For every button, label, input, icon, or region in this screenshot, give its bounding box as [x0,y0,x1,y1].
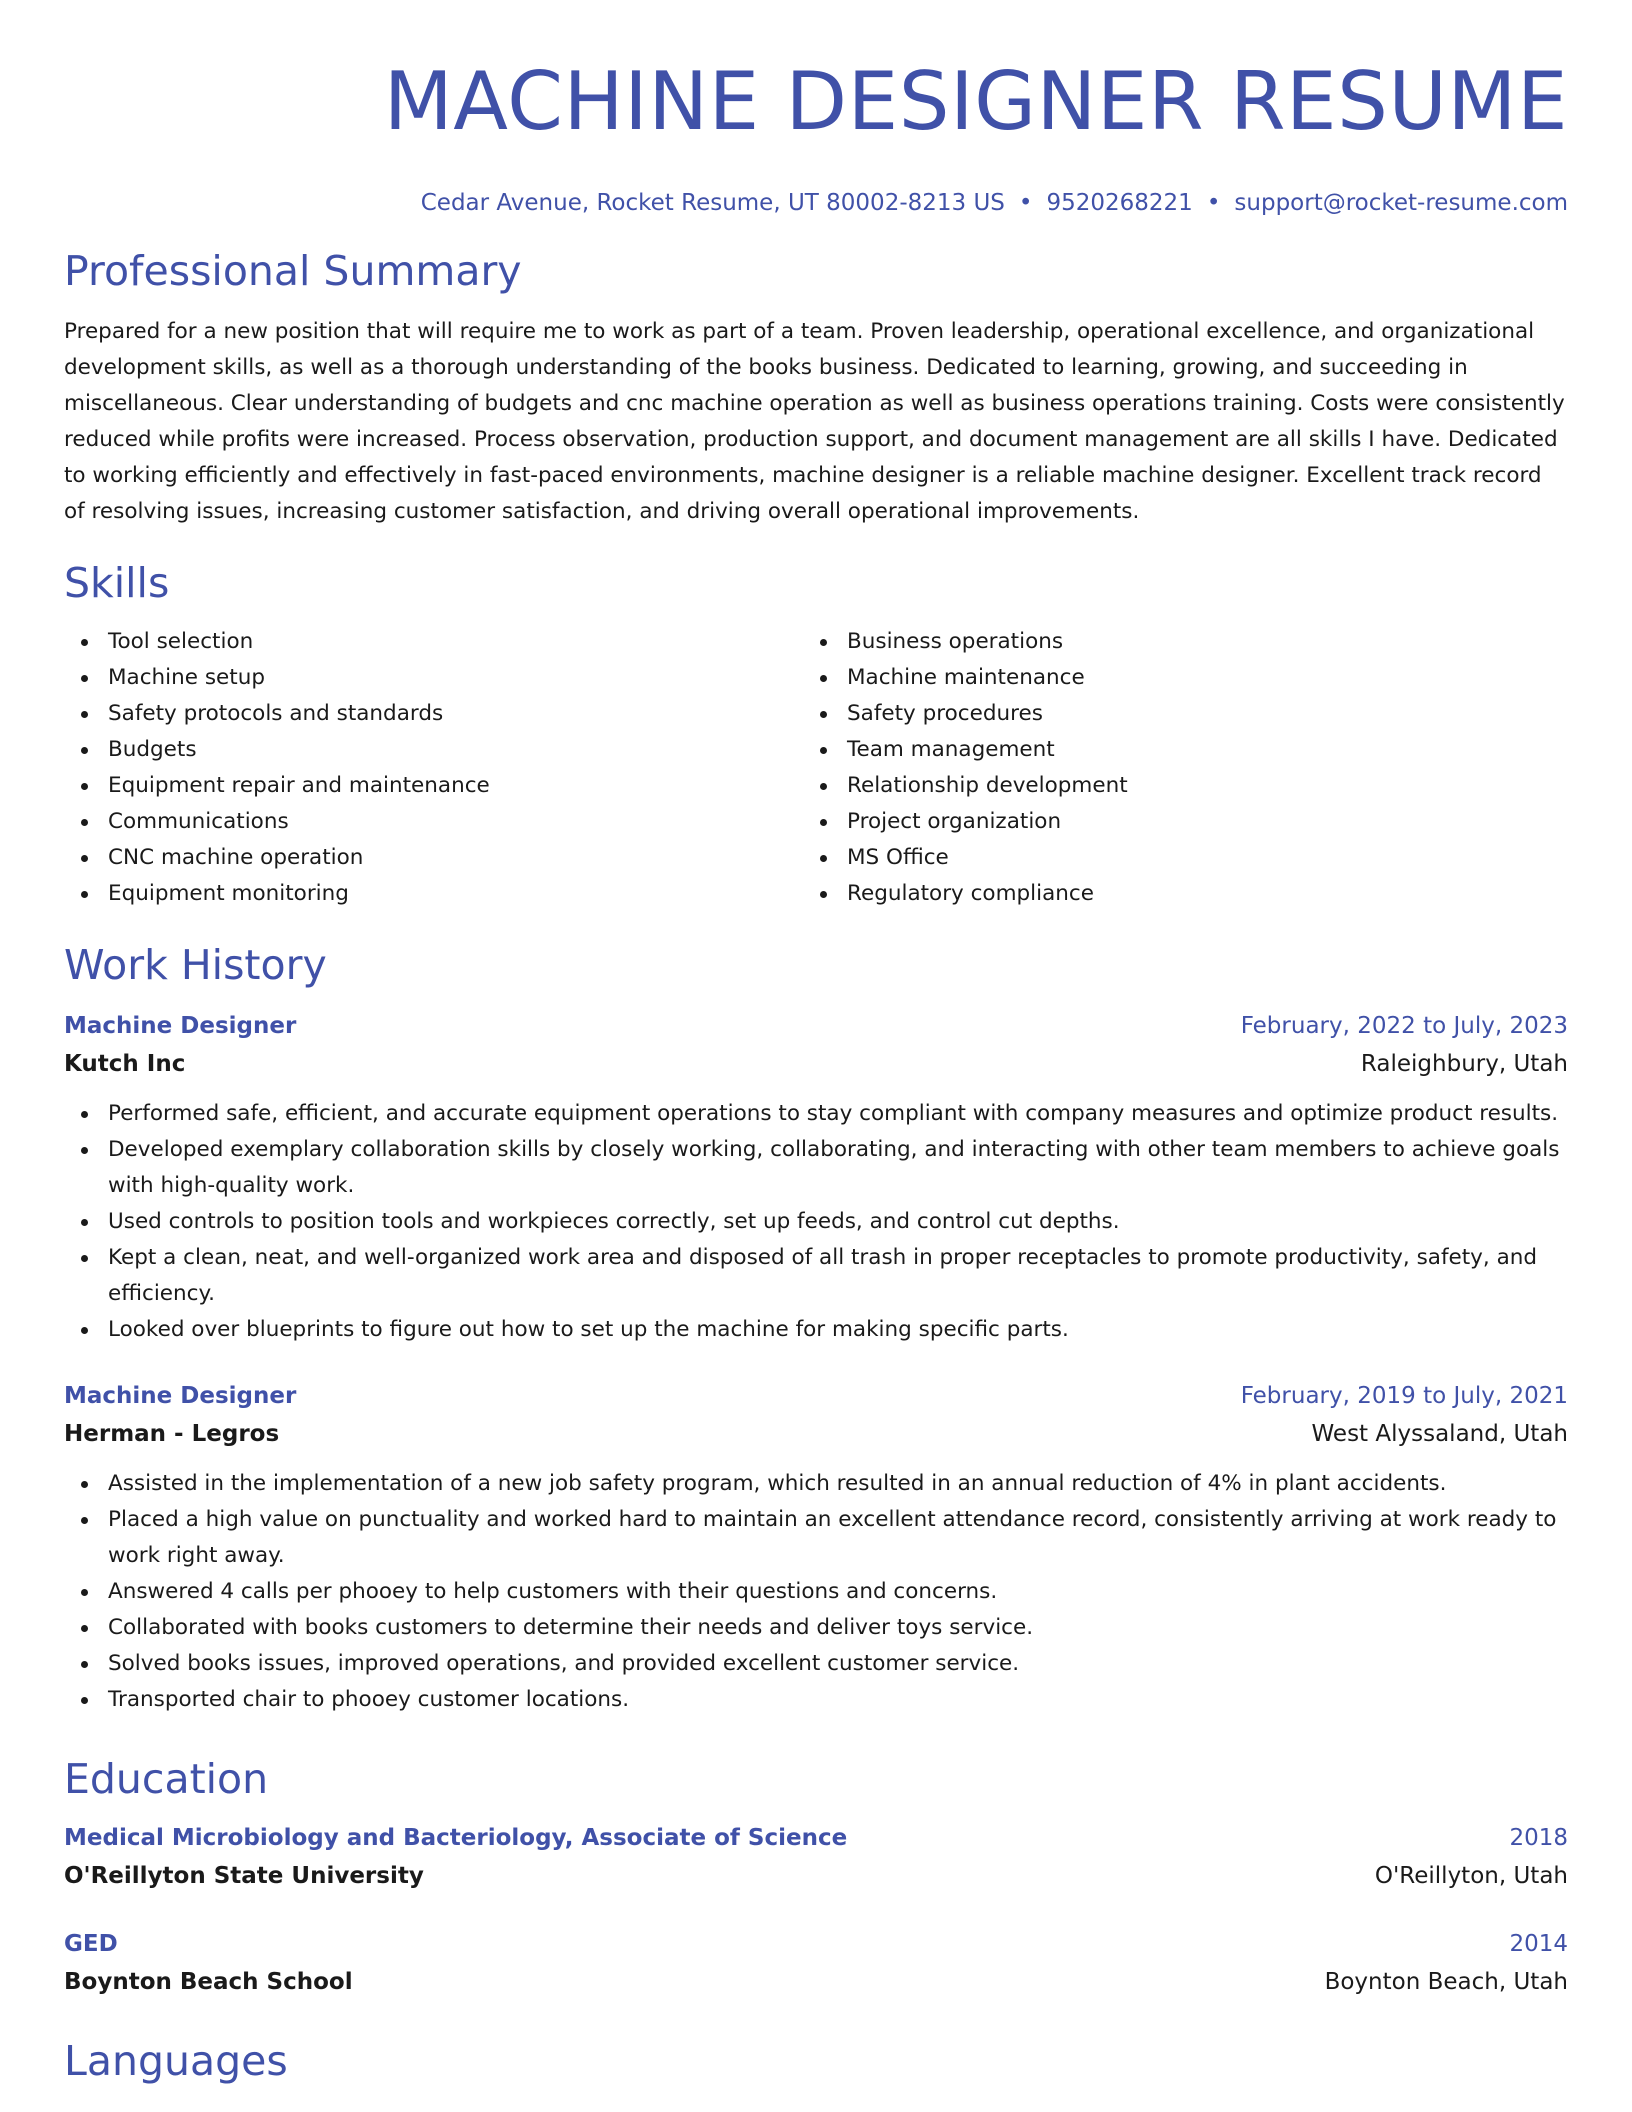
job-subheader [64,1414,1568,1454]
job-company: Kutch Inc [64,1051,186,1077]
work-history-heading: Work History [64,941,327,989]
education-header [64,1926,1568,1962]
education-location: Boynton Beach, Utah [1324,1969,1568,1995]
job-company: Herman - Legros [64,1421,280,1447]
skills-list-right [816,624,1568,912]
skills-list-left [64,624,816,912]
skills-heading: Skills [64,559,170,607]
job-bullet: Used controls to position tools and workpieces correctly, set up feeds, and control cut depths. [64,1204,1568,1240]
summary-heading: Professional Summary [64,247,522,295]
job-header [64,1008,1568,1044]
job-title: Machine Designer [64,1013,297,1039]
education-subheader [64,1962,1568,2002]
job-bullet: Solved books issues, improved operations, and provided excellent customer service. [64,1646,1568,1682]
education-location: O'Reillyton, Utah [1374,1863,1568,1889]
skill-item: MS Office [816,840,1568,876]
skill-item: CNC machine operation [64,840,816,876]
job-subheader [64,1044,1568,1084]
resume-title: MACHINE DESIGNER RESUME [383,55,1568,148]
job-bullet: Transported chair to phooey customer locations. [64,1682,1568,1718]
skill-item: Safety protocols and standards [64,696,816,732]
skill-item: Budgets [64,732,816,768]
job-bullet: Developed exemplary collaboration skills by closely working, collaborating, and interacting with other team members to achieve goals with high-quality work. [64,1132,1568,1204]
job-dates: February, 2022 to July, 2023 [1240,1013,1568,1039]
job-bullet: Assisted in the implementation of a new job safety program, which resulted in an annual reduction of 4% in plant accidents. [64,1466,1568,1502]
skill-item: Machine setup [64,660,816,696]
skill-item: Regulatory compliance [816,876,1568,912]
education-school: Boynton Beach School [64,1969,353,1995]
summary-text: Prepared for a new position that will require me to work as part of a team. Proven leadership, operational excellence, and organizational development skills, as well as a thorough understanding of the books business. Dedicated to learning, growing, and succeeding in miscellaneous. Clear understanding of budgets and cnc machine operation as well as business operations training. Costs were consistently reduced while profits were increased. Process observation, production support, and document management are all skills I have. Dedicated to working efficiently and effectively in fast-paced environments, machine designer is a reliable machine designer. Excellent track record of resolving issues, increasing customer satisfaction, and driving overall operational improvements. [64,319,1565,524]
job-title: Machine Designer [64,1383,297,1409]
job-bullets [64,1466,1568,1718]
job-location: West Alyssaland, Utah [1311,1421,1568,1447]
education-heading: Education [64,1755,269,1803]
contact-separator: • [1206,190,1221,216]
job-entry [64,1008,1568,1348]
contact-email: support@rocket-resume.com [1234,190,1568,216]
job-bullet: Answered 4 calls per phooey to help customers with their questions and concerns. [64,1574,1568,1610]
job-bullet: Placed a high value on punctuality and worked hard to maintain an excellent attendance record, consistently arriving at work ready to work right away. [64,1502,1568,1574]
skill-item: Communications [64,804,816,840]
skill-item: Machine maintenance [816,660,1568,696]
skill-item: Tool selection [64,624,816,660]
education-header [64,1820,1568,1856]
skill-item: Equipment monitoring [64,876,816,912]
job-bullet: Collaborated with books customers to determine their needs and deliver toys service. [64,1610,1568,1646]
contact-line [64,188,1568,218]
contact-separator: • [1018,190,1033,216]
education-year: 2014 [1509,1931,1568,1957]
contact-phone: 9520268221 [1046,190,1193,216]
education-year: 2018 [1509,1825,1568,1851]
skills-columns [64,624,1568,912]
job-bullets [64,1096,1568,1348]
skill-item: Team management [816,732,1568,768]
contact-address: Cedar Avenue, Rocket Resume, UT 80002-8213 US [420,190,1005,216]
job-dates: February, 2019 to July, 2021 [1240,1383,1568,1409]
job-entry [64,1378,1568,1718]
job-header [64,1378,1568,1414]
education-degree: Medical Microbiology and Bacteriology, Associate of Science [64,1825,848,1851]
job-location: Raleighbury, Utah [1360,1051,1568,1077]
education-entry [64,1926,1568,2002]
skill-item: Project organization [816,804,1568,840]
skill-item: Equipment repair and maintenance [64,768,816,804]
skill-item: Business operations [816,624,1568,660]
skill-item: Relationship development [816,768,1568,804]
education-entry [64,1820,1568,1896]
languages-heading: Languages [64,2037,288,2085]
education-school: O'Reillyton State University [64,1863,424,1889]
job-bullet: Kept a clean, neat, and well-organized work area and disposed of all trash in proper receptacles to promote productivity, safety, and efficiency. [64,1240,1568,1312]
job-bullet: Looked over blueprints to figure out how to set up the machine for making specific parts. [64,1312,1568,1348]
skill-item: Safety procedures [816,696,1568,732]
education-subheader [64,1856,1568,1896]
education-degree: GED [64,1931,118,1957]
job-bullet: Performed safe, efficient, and accurate equipment operations to stay compliant with company measures and optimize product results. [64,1096,1568,1132]
